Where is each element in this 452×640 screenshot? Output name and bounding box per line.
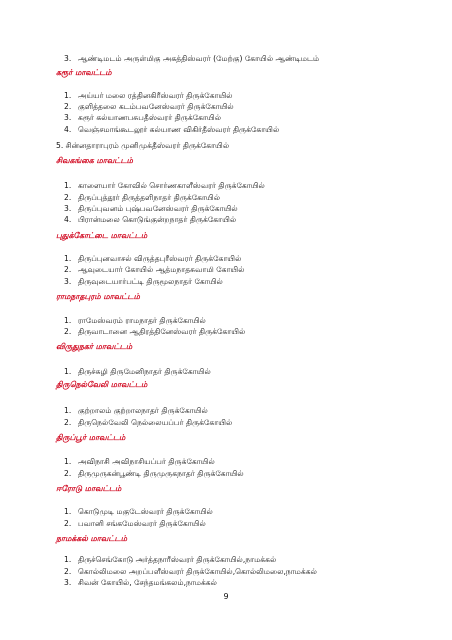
list-item-number: 1. [64, 406, 72, 415]
list-item-number: 2. [64, 567, 72, 576]
list-item-number: 2. [64, 519, 72, 528]
district-heading: நாமக்கல் மாவட்டம் [56, 534, 128, 543]
district-heading: ராமநாதபுரம் மாவட்டம் [56, 292, 140, 301]
list-item-number: 1. [64, 367, 72, 376]
district-heading: ஈரோடு மாவட்டம் [56, 484, 122, 493]
list-item-text: திருப்புனவாசல் விருத்தபுரீஸ்வரர் திருக்கோயில் [78, 254, 242, 263]
list-item-text: திருவாடானை ஆதிரத்தினேஸ்வரர் திருக்கோயில் [78, 327, 246, 336]
district-heading: விருதுநகர் மாவட்டம் [56, 342, 133, 351]
list-item-text: கொடுமுடி மகுடேஸ்வரர் திருக்கோயில் [78, 507, 213, 516]
list-item-text: குளித்தலை கடம்பவனேஸ்வரர் திருக்கோயில் [78, 102, 234, 111]
list-item-text: ஆவுடையார் கோயில் ஆத்மநாதசுவாமி கோயில் [78, 265, 245, 274]
district-heading: கரூர் மாவட்டம் [56, 68, 112, 77]
list-item-number: 1. [64, 181, 72, 190]
list-item-text: திருநெல்வேலி நெல்லையப்பர் திருக்கோயில் [78, 418, 233, 427]
list-item-number: 3. [64, 578, 72, 587]
list-item-number: 2. [64, 327, 72, 336]
list-item-plain: 5. சின்னதாராபுரம் முனிமுக்தீஸ்வரர் திருக்கோயில் [56, 141, 230, 150]
list-item-number: 2. [64, 469, 72, 478]
list-item-text: கொல்லிமலை அறப்பளீஸ்வரர் திருக்கோயில்,கொல்லிமலை,நாமக்கல் [78, 567, 317, 576]
page-number: 9 [223, 592, 229, 601]
list-item-number: 3. [64, 54, 72, 63]
list-item-number: 2. [64, 102, 72, 111]
list-item-text: திருச்சுழி திருமேனிநாதர் திருக்கோயில் [78, 367, 211, 376]
list-item-number: 4. [64, 215, 72, 224]
list-item-text: அவிநாசி அவிநாசியப்பர் திருக்கோயில் [78, 457, 215, 466]
list-item-text: ஆண்டிமடம் அருள்மிகு அகத்திஸ்வரர் (மேற்கு) கோயில் ஆண்டிமடம் [78, 54, 320, 63]
district-heading: திருநெல்வேலி மாவட்டம் [56, 380, 148, 389]
district-heading: புதுக்கோட்டை மாவட்டம் [56, 231, 148, 240]
list-item-text: கரூர் கல்யாணபசுபதீஸ்வரர் திருக்கோயில் [78, 113, 222, 122]
list-item-number: 2. [64, 418, 72, 427]
list-item-text: வெஞ்சமாங்கூடலூர் கல்யாண விகிர்தீஸ்வரர் திருக்கோயில் [78, 125, 280, 134]
list-item-text: குற்றாலம் குற்றாலநாதர் திருக்கோயில் [78, 406, 208, 415]
list-item-text: காளையார் கோவில் சொர்ணகாளீஸ்வரர் திருக்கோயில் [78, 181, 265, 190]
list-item-text: திருப்புத்தூர் திருத்தளிநாதர் திருக்கோயில் [78, 193, 221, 202]
list-item-number: 1. [64, 254, 72, 263]
list-item-text: பிரான்மலை கொடுங்குன்றநாதர் திருக்கோயில் [78, 215, 237, 224]
list-item-text: பவானி சங்கமேஸ்வரர் திருக்கோயில் [78, 519, 206, 528]
list-item-number: 3. [64, 277, 72, 286]
list-item-number: 3. [64, 204, 72, 213]
list-item-number: 2. [64, 193, 72, 202]
list-item-text: அய்யர் மலை ரத்தினகிரீஸ்வரர் திருக்கோயில் [78, 91, 233, 100]
list-item-text: ராமேஸ்வரம் ராமநாதர் திருக்கோயில் [78, 316, 206, 325]
list-item-text: திருவுடையார்பட்டி திருமூலநாதர் கோயில் [78, 277, 223, 286]
list-item-number: 3. [64, 113, 72, 122]
list-item-number: 1. [64, 457, 72, 466]
list-item-number: 1. [64, 316, 72, 325]
district-heading: திருப்பூர் மாவட்டம் [56, 433, 126, 442]
list-item-number: 1. [64, 507, 72, 516]
list-item-text: சிவன் கோயில், சேந்தமங்கலம்,நாமக்கல் [78, 578, 217, 587]
list-item-number: 1. [64, 91, 72, 100]
list-item-text: திருச்செங்கோடு அர்த்தநாரீஸ்வரர் திருக்கோயில்,நாமக்கல் [78, 555, 277, 564]
list-item-text: திருப்புவனம் புஷ்பவனேஸ்வரர் திருக்கோயில் [78, 204, 238, 213]
district-heading: சிவகங்கை மாவட்டம் [56, 156, 133, 165]
list-item-number: 1. [64, 555, 72, 564]
list-item-number: 2. [64, 265, 72, 274]
list-item-number: 4. [64, 125, 72, 134]
list-item-text: திருமுருகன்பூண்டி திருமுருகநாதர் திருக்கோயில் [78, 469, 244, 478]
